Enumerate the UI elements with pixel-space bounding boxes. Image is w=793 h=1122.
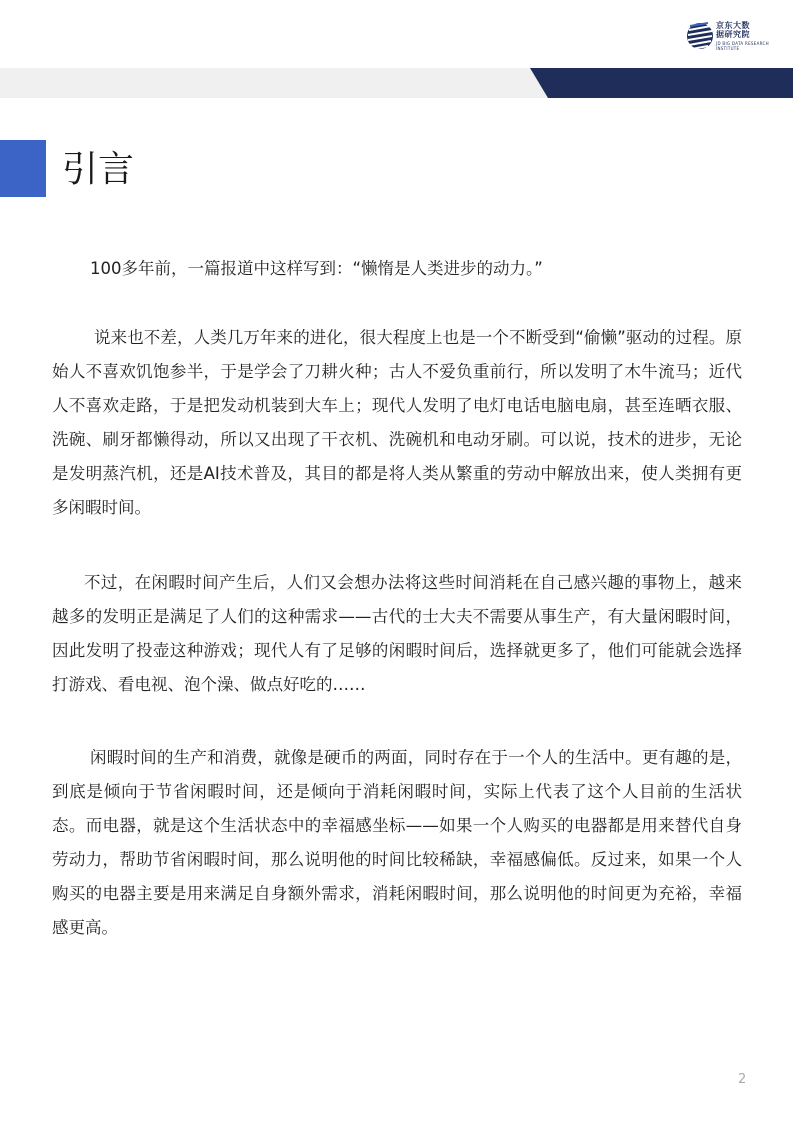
jd-big-data-logo	[686, 20, 776, 52]
logo-text-cn: 京东大数据研究院	[716, 21, 750, 39]
paragraph-2: 说来也不差，人类几万年来的进化，很大程度上也是一个不断受到“偷懒”驱动的过程。原始人不喜欢饥饱参半，于是学会了刀耕火种；古人不爱负重前行，所以发明了木牛流马；近代人不喜欢走路，于是把发动机装到大车上；现代人发明了电灯电话电脑电扇，甚至连晒衣服、洗碗、刷牙都懒得动，所以又出现了干衣机、洗碗机和电动牙刷。可以说，技术的进步，无论是发明蒸汽机，还是AI技术普及，其目的都是将人类从繁重的劳动中解放出来，使人类拥有更多闲暇时间。	[52, 328, 742, 517]
logo-stripes-icon	[686, 20, 714, 52]
paragraph-1: 100多年前，一篇报道中这样写到：“懒惰是人类进步的动力。”	[90, 259, 543, 278]
logo-text-en: JD BIG DATA RESEARCH INSTITUTE	[716, 41, 769, 51]
page-number: 2	[738, 1072, 747, 1087]
paragraph-3: 不过，在闲暇时间产生后，人们又会想办法将这些时间消耗在自己感兴趣的事物上，越来越多的发明正是满足了人们的这种需求——古代的士大夫不需要从事生产，有大量闲暇时间，因此发明了投壶这种游戏；现代人有了足够的闲暇时间后，选择就更多了，他们可能就会选择打游戏、看电视、泡个澡、做点好吃的……	[52, 573, 742, 694]
title-accent-bar	[0, 140, 46, 197]
paragraph-4: 闲暇时间的生产和消费，就像是硬币的两面，同时存在于一个人的生活中。更有趣的是，到底是倾向于节省闲暇时间，还是倾向于消耗闲暇时间，实际上代表了这个人目前的生活状态。而电器，就是这个生活状态中的幸福感坐标——如果一个人购买的电器都是用来替代自身劳动力，帮助节省闲暇时间，那么说明他的时间比较稀缺，幸福感偏低。反过来，如果一个人购买的电器主要是用来满足自身额外需求，消耗闲暇时间，那么说明他的时间更为充裕，幸福感更高。	[52, 748, 742, 937]
header-band-navy	[0, 68, 793, 98]
section-title: 引言	[62, 149, 135, 190]
